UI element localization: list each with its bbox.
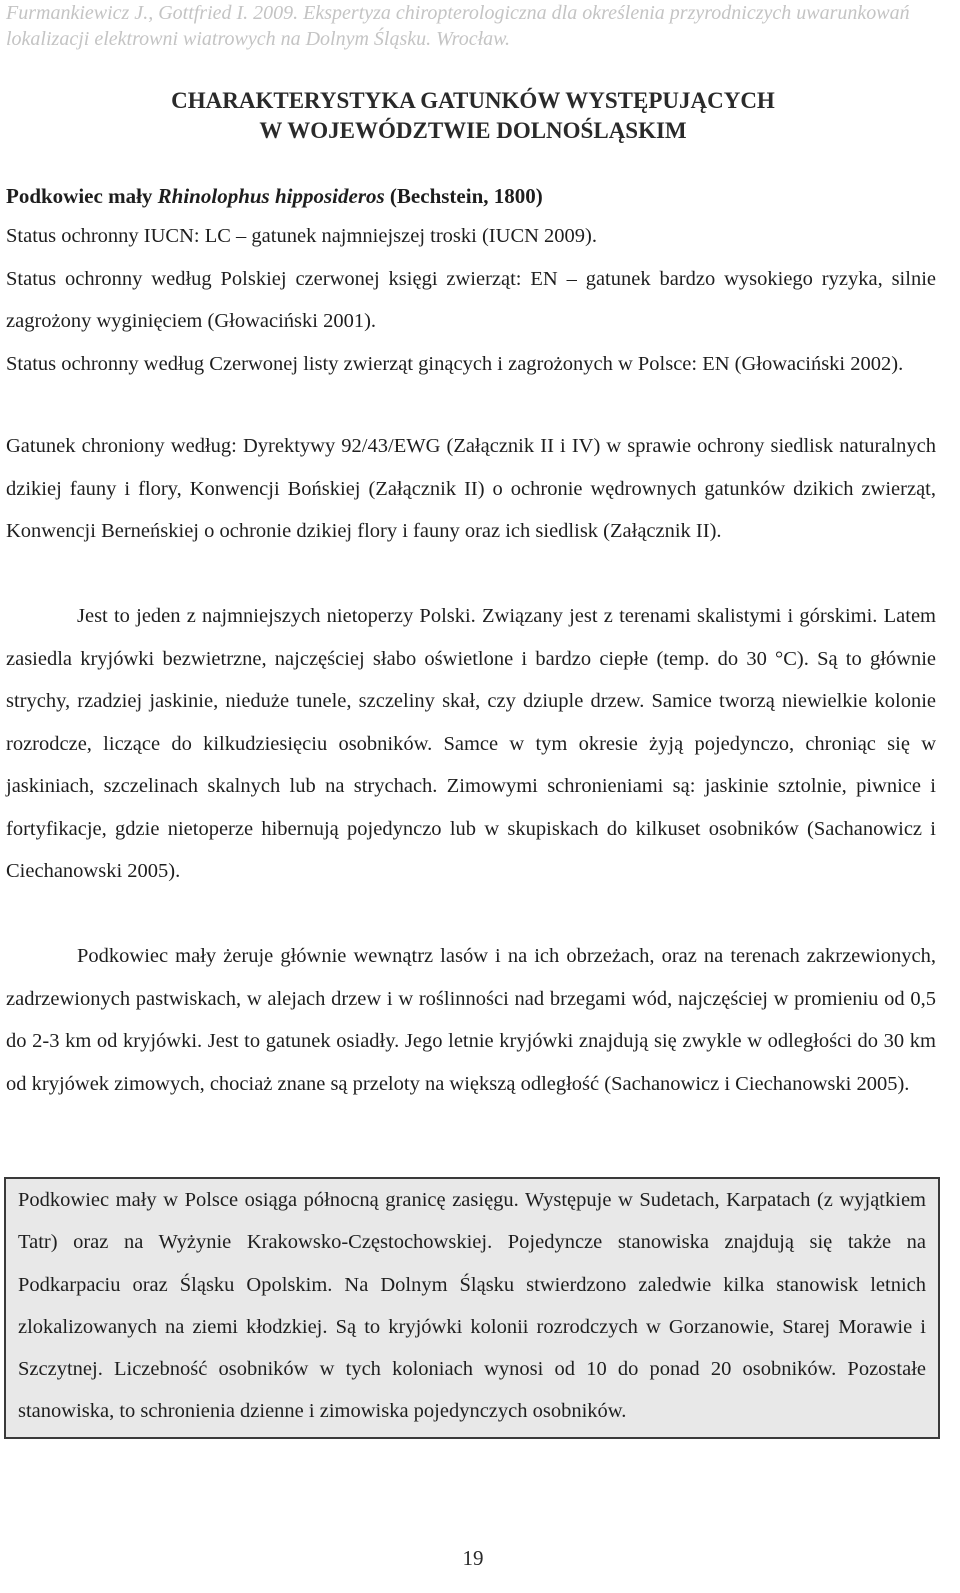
species-authority: (Bechstein, 1800) [389,184,543,208]
species-latin-name: Rhinolophus hipposideros [157,184,385,208]
chapter-title-line-2: W WOJEWÓDZTWIE DOLNOŚLĄSKIM [259,118,687,143]
foraging-text: Podkowiec mały żeruje głównie wewnątrz lasów i na ich obrzeżach, oraz na terenach zakrzewionych, zadrzewionych pastwiskach, w alejach drzew i w roślinności nad brzegami wód, najczęściej w promieniu od 0,5 do 2-3 km od kryjówki. Jest to gatunek osiadły. Jego letnie kryjówki znajdują się zwykle w odległości do 30 km od kryjówek zimowych, chociaż znane są przeloty na większą odległość (Sachanowicz i Ciechanowski 2005). [6,945,936,1095]
page-number: 19 [462,1546,484,1570]
species-common-name: Podkowiec mały [6,184,153,208]
protection-text: Gatunek chroniony według: Dyrektywy 92/43/EWG (Załącznik II i IV) w sprawie ochrony siedlisk naturalnych dzikiej fauny i flory, Konwencji Bońskiej (Załącznik II) o ochronie wędrownych gatunków dzikich zwierząt, Konwencji Berneńskiej o ochronie dzikiej flory i fauny oraz ich siedlisk (Załącznik II). [6,435,936,542]
chapter-title [0,86,946,146]
status-iucn: Status ochronny IUCN: LC – gatunek najmniejszej troski (IUCN 2009). [6,225,597,247]
species-heading [6,175,936,217]
protection-paragraph [6,425,936,553]
conservation-status [6,215,936,385]
running-header-line-2: lokalizacji elektrowni wiatrowych na Dolnym Śląsku. Wrocław. [6,28,511,50]
distribution-box [4,1177,940,1439]
distribution-text: Podkowiec mały w Polsce osiąga północną granicę zasięgu. Występuje w Sudetach, Karpatach (z wyjątkiem Tatr) oraz na Wyżynie Krakowsko-Częstochowskiej. Pojedyncze stanowiska znajdują się także na Podkarpaciu oraz Śląsku Opolskim. Na Dolnym Śląsku stwierdzono zaledwie kilka stanowisk letnich zlokalizowanych na ziemi kłodzkiej. Są to kryjówki kolonii rozrodczych w Gorzanowie, Starej Morawie i Szczytnej. Liczebność osobników w tych koloniach wynosi od 10 do ponad 20 osobników. Pozostałe stanowiska, to schronienia dzienne i zimowiska pojedynczych osobników. [18,1189,926,1423]
running-header [6,0,946,52]
roosts-text: Jest to jeden z najmniejszych nietoperzy Polski. Związany jest z terenami skalistymi i górskimi. Latem zasiedla kryjówki bezwietrzne, najczęściej słabo oświetlone i bardzo ciepłe (temp. do 30 °C). Są to głównie strychy, rzadziej jaskinie, nieduże tunele, szczeliny skał, czy dziuple drzew. Samice tworzą niewielkie kolonie rozrodcze, liczące do kilkudziesięciu osobników. Samce w tym okresie żyją pojedynczo, chroniąc się w jaskiniach, szczelinach skalnych lub na strychach. Zimowymi schronieniami są: jaskinie sztolnie, piwnice i fortyfikacje, gdzie nietoperze hibernują pojedynczo lub w skupiskach do kilkuset osobników (Sachanowicz i Ciechanowski 2005). [6,605,936,882]
running-header-line-1: Furmankiewicz J., Gottfried I. 2009. Ekspertyza chiropterologiczna dla określenia przyrodniczych uwarunkowań [6,2,910,24]
status-red-list: Status ochronny według Czerwonej listy zwierząt ginących i zagrożonych w Polsce: EN (Głowaciński 2002). [6,352,904,375]
roosts-paragraph [6,595,936,893]
status-polish-red-book: Status ochronny według Polskiej czerwonej księgi zwierząt: EN – gatunek bardzo wysokiego ryzyka, silnie zagrożony wyginięciem (Głowaciński 2001). [6,267,936,332]
chapter-title-line-1: CHARAKTERYSTYKA GATUNKÓW WYSTĘPUJĄCYCH [171,88,775,113]
foraging-paragraph [6,935,936,1105]
